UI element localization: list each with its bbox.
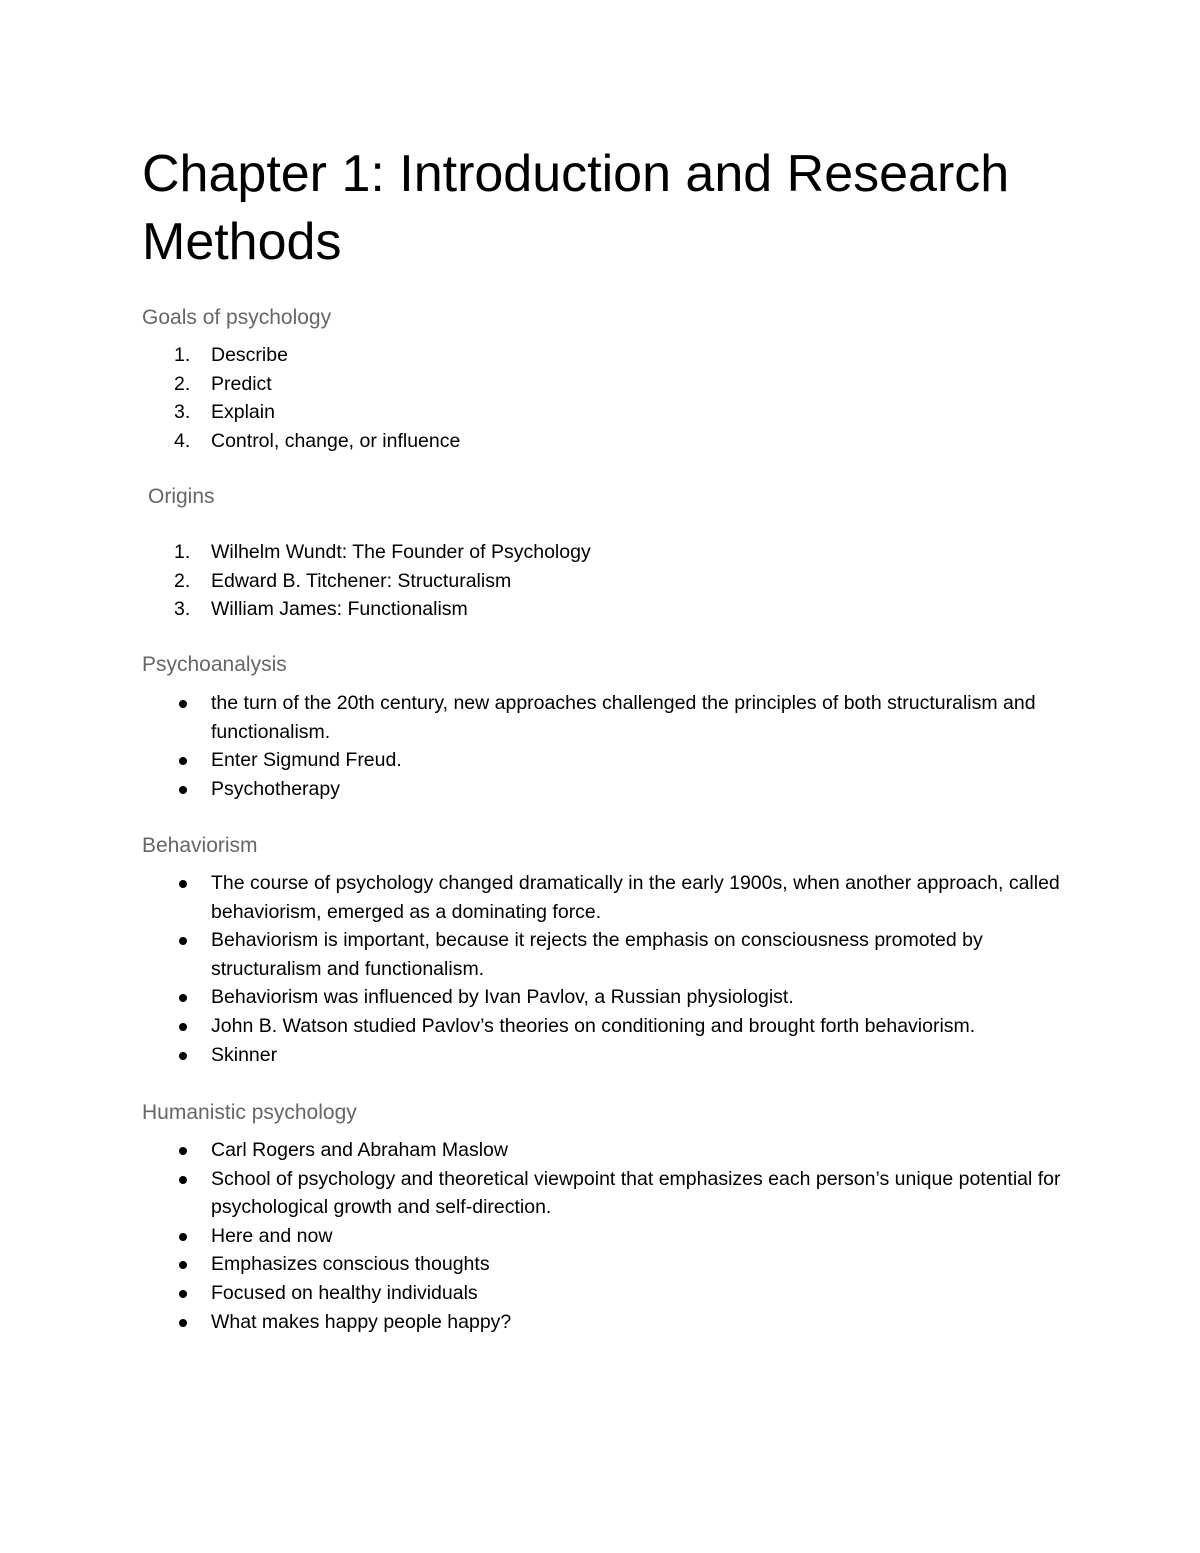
list-item-text: Control, change, or influence	[211, 429, 461, 452]
section-heading-goals: Goals of psychology	[142, 306, 332, 329]
list-item-text: Focused on healthy individuals	[211, 1281, 478, 1304]
list-item	[142, 595, 1082, 624]
list-item	[142, 1041, 1082, 1070]
list-item-text: Here and now	[211, 1224, 333, 1247]
list-number: 4.	[174, 429, 191, 452]
bullet-icon	[179, 786, 187, 794]
list-item-text: School of psychology and theoretical viewpoint that emphasizes each person’s unique potential for psychological growth and self-direction.	[211, 1167, 1061, 1219]
bullet-icon	[179, 937, 187, 945]
list-item	[142, 1136, 1082, 1165]
goals-list	[142, 341, 1082, 455]
page-title: Chapter 1: Introduction and Research Methods	[142, 145, 1010, 271]
list-item	[142, 1222, 1082, 1251]
list-item-text: Describe	[211, 344, 288, 366]
list-item-text: John B. Watson studied Pavlov’s theories on conditioning and brought forth behaviorism.	[211, 1014, 976, 1037]
bullet-icon	[179, 1319, 187, 1327]
list-number: 1.	[174, 344, 191, 366]
bullet-icon	[179, 880, 187, 888]
list-item	[142, 370, 1082, 399]
behaviorism-list	[142, 869, 1082, 1069]
list-item	[142, 538, 1082, 567]
list-item-text: Emphasizes conscious thoughts	[211, 1253, 490, 1276]
list-number: 2.	[174, 372, 191, 395]
list-item	[142, 869, 1082, 926]
list-item	[142, 1279, 1082, 1308]
list-item-text: The course of psychology changed dramatically in the early 1900s, when another approach, called behaviorism, emerged as a dominating force.	[211, 872, 1060, 923]
list-item-text: Psychotherapy	[211, 777, 340, 800]
list-item	[142, 341, 1082, 370]
list-item-text: Enter Sigmund Freud.	[211, 749, 402, 772]
bullet-icon	[179, 1290, 187, 1298]
bullet-icon	[179, 1233, 187, 1241]
list-item-text: What makes happy people happy?	[211, 1310, 512, 1333]
list-item	[142, 983, 1082, 1012]
list-number: 1.	[174, 541, 191, 563]
bullet-icon	[179, 1261, 187, 1269]
section-heading-humanistic: Humanistic psychology	[142, 1101, 357, 1124]
list-item-text: Edward B. Titchener: Structuralism	[211, 569, 512, 592]
list-item-text: Wilhelm Wundt: The Founder of Psychology	[211, 541, 591, 563]
bullet-icon	[179, 1052, 187, 1060]
list-item	[142, 1165, 1082, 1222]
list-item	[142, 567, 1082, 596]
list-item	[142, 1250, 1082, 1279]
list-item	[142, 689, 1082, 746]
humanistic-list	[142, 1136, 1082, 1336]
section-heading-origins: Origins	[148, 485, 215, 508]
section-heading-psychoanalysis: Psychoanalysis	[142, 653, 287, 676]
list-number: 3.	[174, 401, 191, 424]
list-item	[142, 775, 1082, 804]
bullet-icon	[179, 1023, 187, 1031]
list-item-text: Predict	[211, 372, 272, 395]
list-item	[142, 398, 1082, 427]
list-item	[142, 746, 1082, 775]
list-item-text: the turn of the 20th century, new approaches challenged the principles of both structuralism and functionalism.	[211, 692, 1036, 743]
list-item-text: Skinner	[211, 1043, 278, 1066]
bullet-icon	[179, 1176, 187, 1184]
list-item-text: William James: Functionalism	[211, 598, 468, 621]
origins-list	[142, 538, 1082, 624]
list-item-text: Carl Rogers and Abraham Maslow	[211, 1139, 508, 1161]
list-number: 2.	[174, 569, 191, 592]
list-item	[142, 1308, 1082, 1337]
list-item	[142, 926, 1082, 983]
bullet-icon	[179, 757, 187, 765]
bullet-icon	[179, 1147, 187, 1155]
bullet-icon	[179, 994, 187, 1002]
bullet-icon	[179, 700, 187, 708]
list-item-text: Explain	[211, 401, 275, 424]
section-heading-behaviorism: Behaviorism	[142, 834, 258, 857]
psychoanalysis-list	[142, 689, 1082, 803]
list-item-text: Behaviorism was influenced by Ivan Pavlov, a Russian physiologist.	[211, 986, 794, 1009]
list-item	[142, 427, 1082, 456]
list-item	[142, 1012, 1082, 1041]
list-item-text: Behaviorism is important, because it rejects the emphasis on consciousness promoted by structuralism and functionalism.	[211, 929, 983, 980]
list-number: 3.	[174, 598, 191, 621]
